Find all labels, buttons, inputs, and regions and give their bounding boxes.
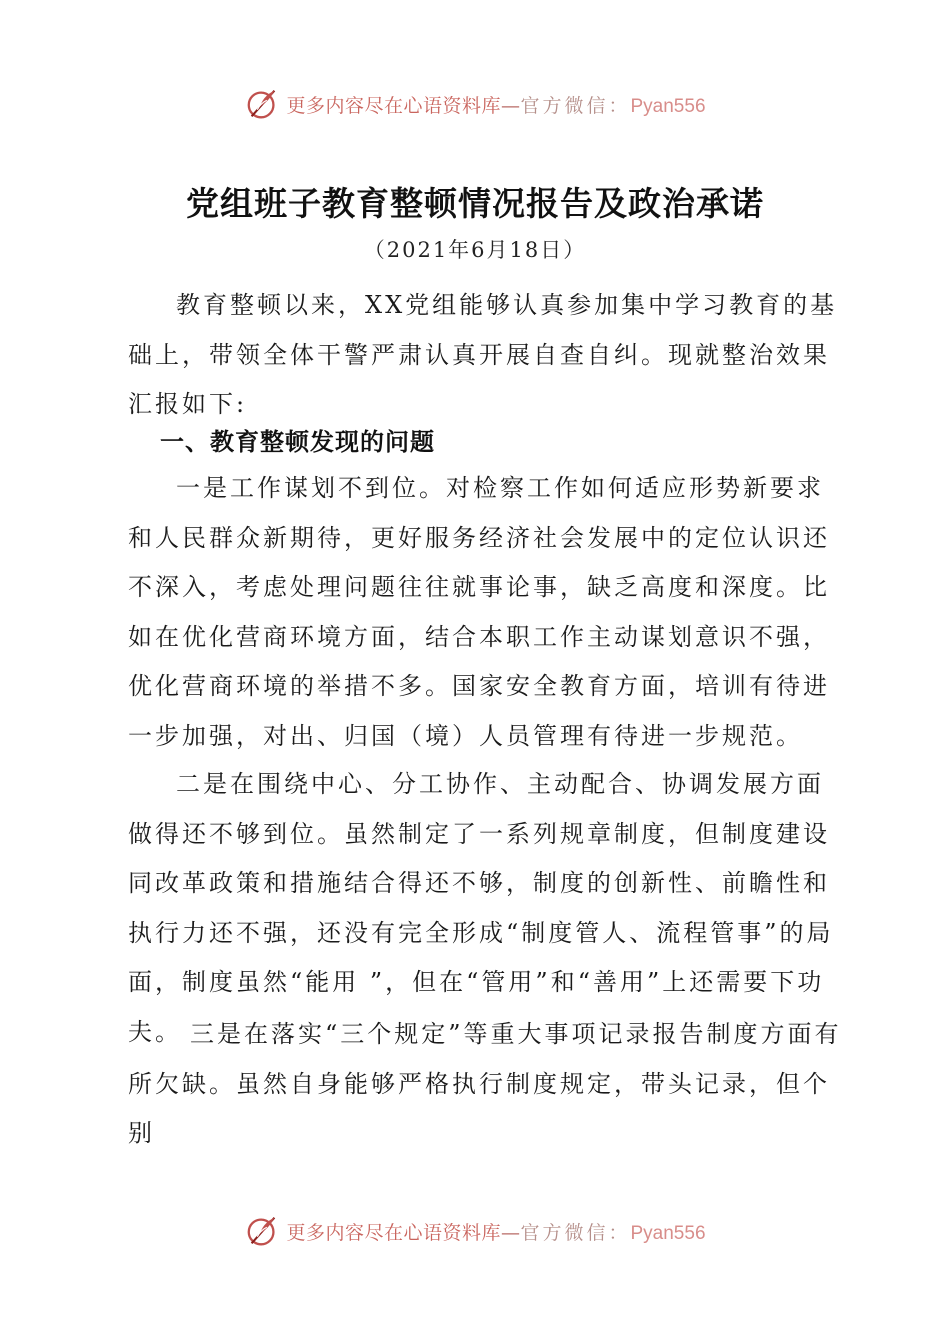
document-date: （2021年6月18日） <box>363 238 587 262</box>
document-title: 党组班子教育整顿情况报告及政治承诺 <box>186 184 764 223</box>
watermark-dash: — <box>500 94 521 117</box>
watermark-id: Pyan556 <box>630 95 706 117</box>
intro-paragraph: 教育整顿以来，XX党组能够认真参加集中学习教育的基础上，带领全体干警严肃认真开展自查自纠。现就整治效果汇报如下: <box>128 291 838 418</box>
issue-paragraph-3: 三是在落实“三个规定”等重大事项记录报告制度方面有所欠缺。虽然自身能够严格执行制度规定，带头记录，但个别 <box>128 1020 842 1147</box>
watermark-text <box>286 91 705 118</box>
watermark-dash: — <box>500 1221 521 1244</box>
feather-pen-logo-icon <box>244 1212 282 1250</box>
footer-watermark <box>0 1211 950 1251</box>
watermark-brand: 官方微信： <box>520 1221 631 1244</box>
header-watermark <box>0 84 950 124</box>
watermark-text <box>286 1218 705 1245</box>
watermark-brand: 官方微信： <box>520 94 631 117</box>
issue-paragraph-2: 二是在围绕中心、分工协作、主动配合、协调发展方面做得还不够到位。虽然制定了一系列规章制度，但制度建设同改革政策和措施结合得还不够，制度的创新性、前瞻性和执行力还不强，还没有完全形成“制度管人、流程管事”的局面，制度虽然“能用 ”，但在“管用”和“善用”上还需要下功夫。 <box>128 770 834 1046</box>
watermark-id: Pyan556 <box>630 1222 706 1244</box>
watermark-main: 更多内容尽在心语资料库 <box>286 94 501 117</box>
section-heading: 一、教育整顿发现的问题 <box>160 428 435 456</box>
issue-paragraph-1: 一是工作谋划不到位。对检察工作如何适应形势新要求和人民群众新期待，更好服务经济社会发展中的定位认识还不深入，考虑处理问题往往就事论事，缺乏高度和深度。比如在优化营商环境方面，结合本职工作主动谋划意识不强，优化营商环境的举措不多。国家安全教育方面，培训有待进一步加强，对出、归国（境）人员管理有待进一步规范。 <box>128 474 830 750</box>
watermark-main: 更多内容尽在心语资料库 <box>286 1221 501 1244</box>
feather-pen-logo-icon <box>244 85 282 123</box>
